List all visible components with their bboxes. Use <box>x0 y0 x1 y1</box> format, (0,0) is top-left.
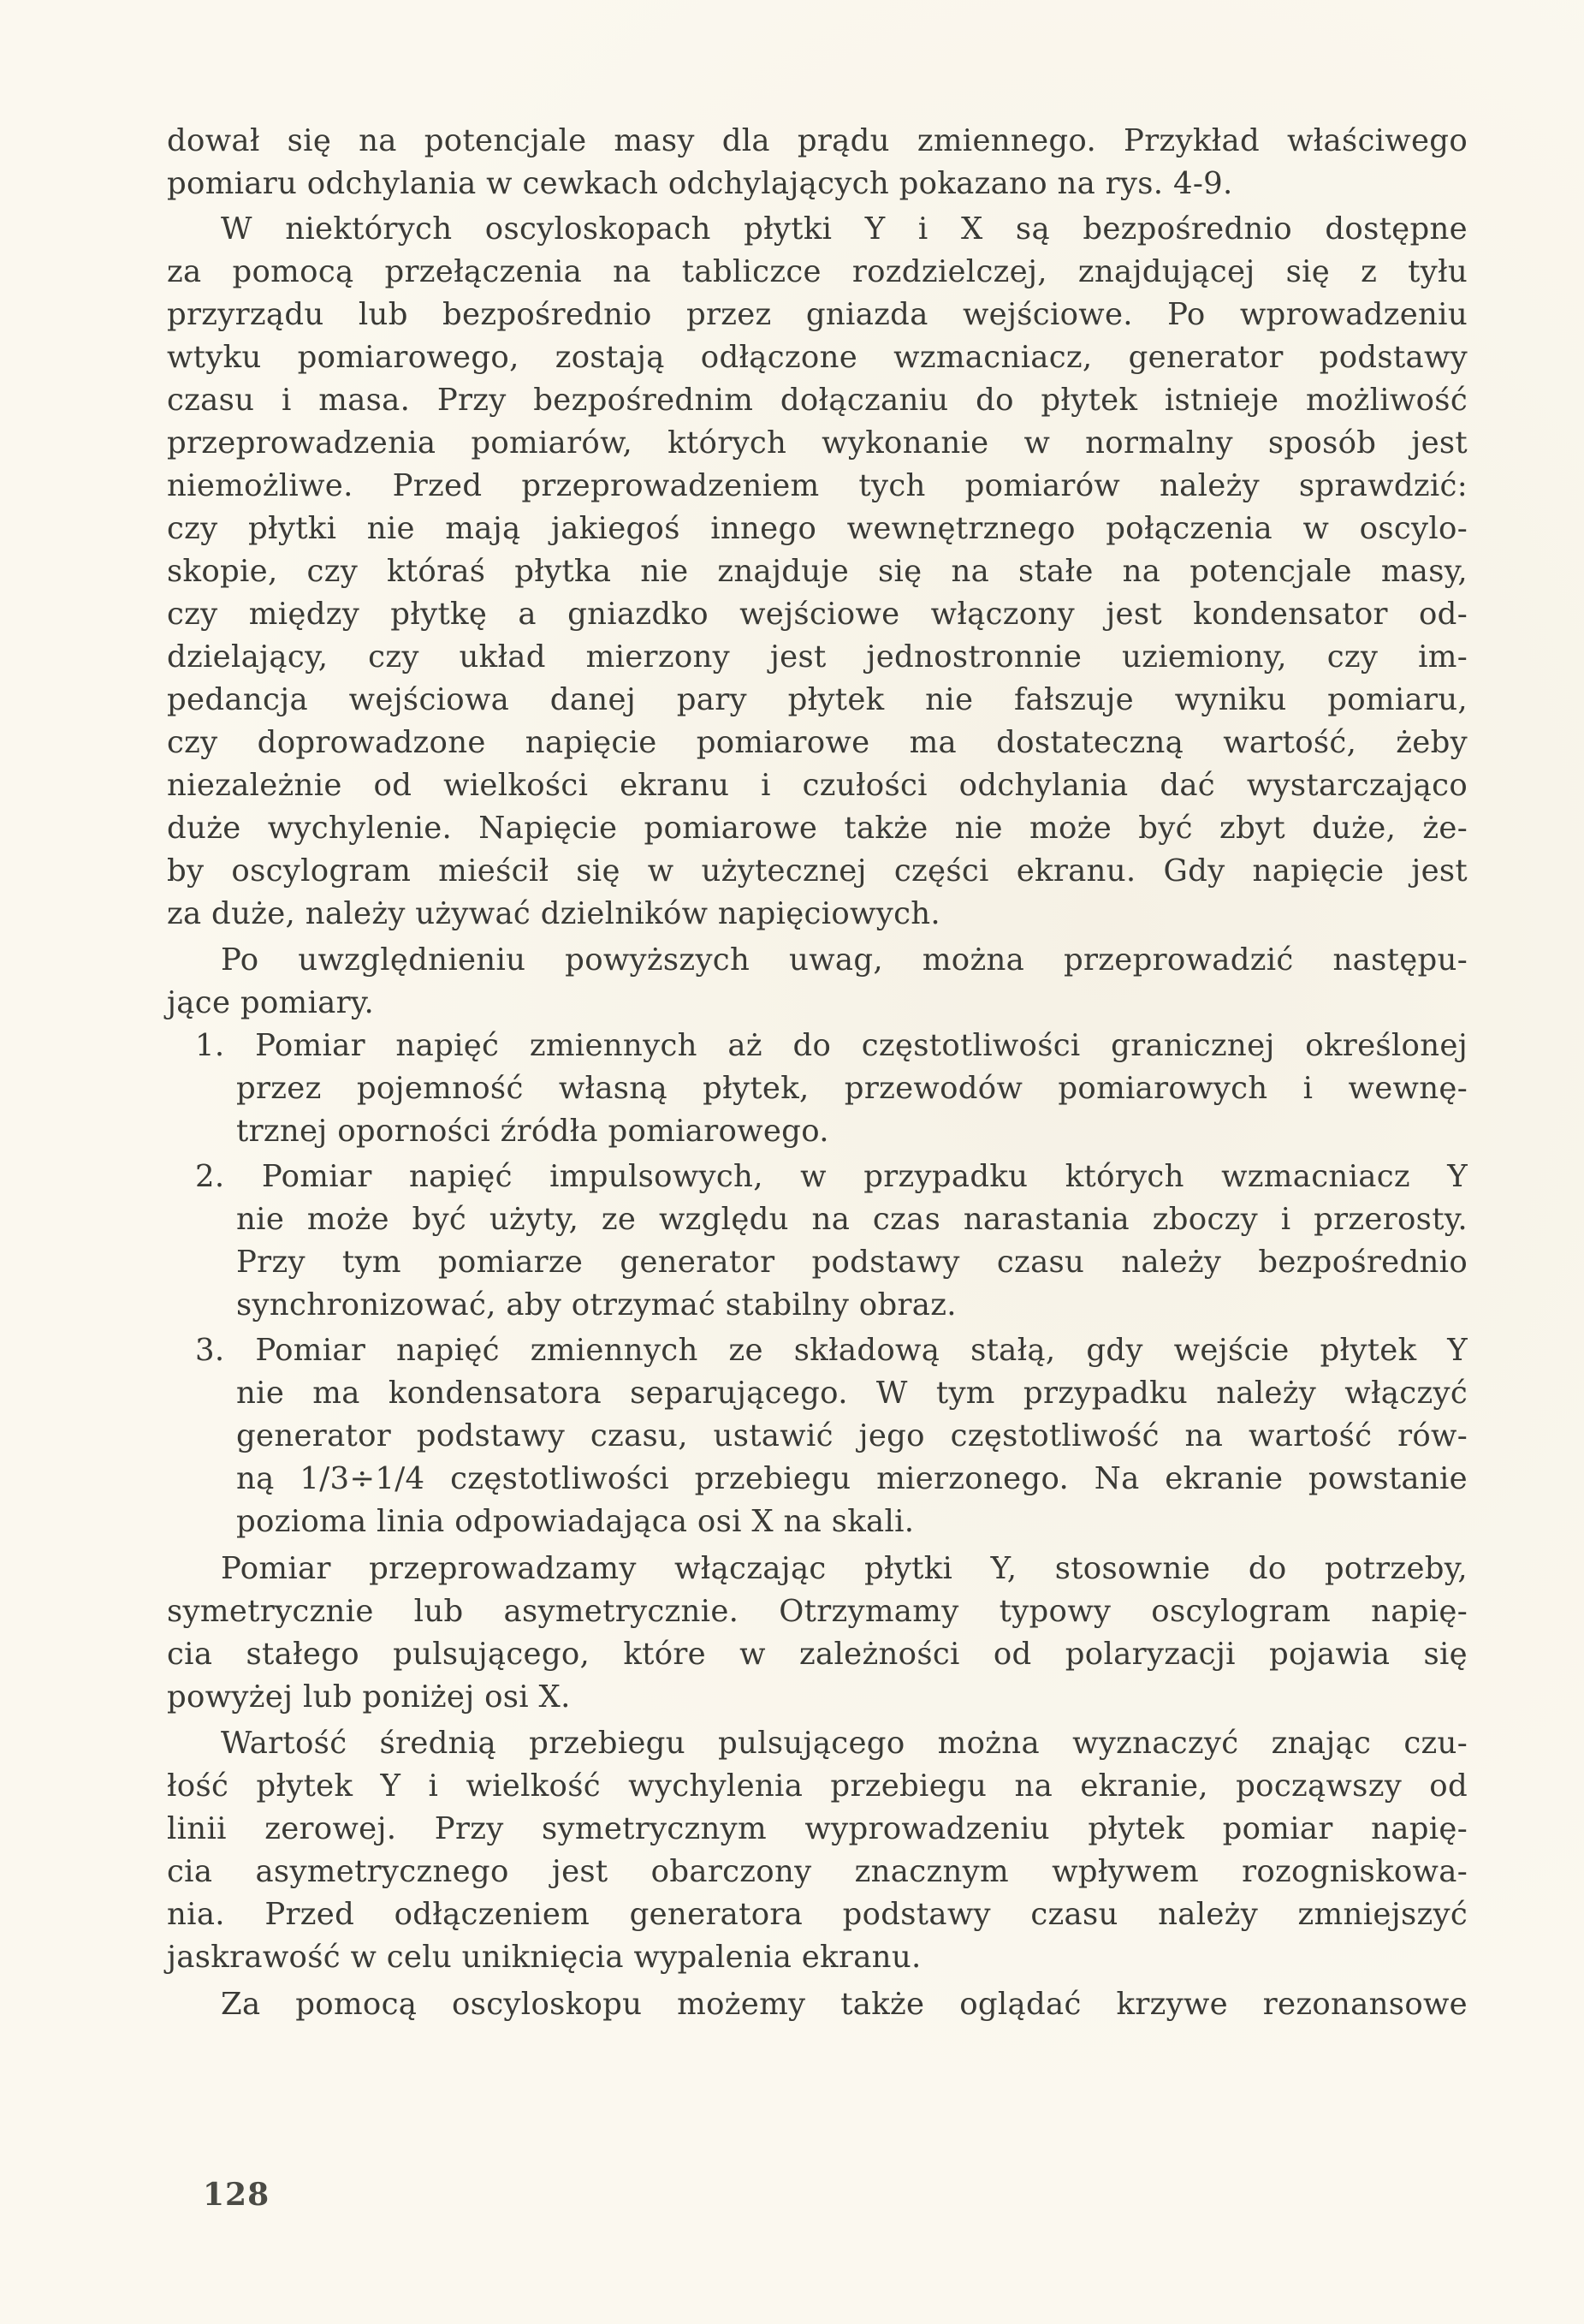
text-line: przeprowadzenia pomiarów, których wykonanie w normalny sposób jest <box>167 425 1468 461</box>
paragraph-start-line: Pomiar przeprowadzamy włączając płytki Y, stosownie do potrzeby, <box>221 1551 1468 1586</box>
text-line: łość płytek Y i wielkość wychylenia przebiegu na ekranie, począwszy od <box>167 1768 1468 1804</box>
text-line: czasu i masa. Przy bezpośrednim dołączaniu do płytek istnieje możliwość <box>167 383 1468 418</box>
text-line: linii zerowej. Przy symetrycznym wyprowadzeniu płytek pomiar napię- <box>167 1811 1468 1846</box>
text-line: symetrycznie lub asymetrycznie. Otrzymamy typowy oscylogram napię- <box>167 1594 1468 1629</box>
text-line: dował się na potencjale masy dla prądu zmiennego. Przykład właściwego <box>167 123 1468 158</box>
page-number: 128 <box>203 2177 270 2213</box>
list-item-2: 2. Pomiar napięć impulsowych, w przypadku których wzmacniacz Y <box>195 1159 1468 1194</box>
text-line: skopie, czy któraś płytka nie znajduje się na stałe na potencjale masy, <box>167 554 1468 589</box>
list-item-3-continuation: pozioma linia odpowiadająca osi X na skali. <box>236 1504 915 1539</box>
list-item-3: 3. Pomiar napięć zmiennych ze składową stałą, gdy wejście płytek Y <box>195 1333 1468 1368</box>
paragraph-start-line: Po uwzględnieniu powyższych uwag, można przeprowadzić następu- <box>221 942 1468 978</box>
list-item-2-continuation: synchronizować, aby otrzymać stabilny obraz. <box>236 1287 957 1322</box>
list-item-3-continuation: nie ma kondensatora separującego. W tym przypadku należy włączyć <box>236 1376 1468 1411</box>
text-line: czy doprowadzone napięcie pomiarowe ma dostateczną wartość, żeby <box>167 725 1468 760</box>
text-line: niemożliwe. Przed przeprowadzeniem tych pomiarów należy sprawdzić: <box>167 468 1468 503</box>
text-line: czy płytki nie mają jakiegoś innego wewnętrznego połączenia w oscylo- <box>167 511 1468 546</box>
list-item-1: 1. Pomiar napięć zmiennych aż do częstotliwości granicznej określonej <box>195 1028 1468 1063</box>
paragraph-start-line: Wartość średnią przebiegu pulsującego można wyznaczyć znając czu- <box>221 1726 1468 1761</box>
text-line: czy między płytkę a gniazdko wejściowe włączony jest kondensator od- <box>167 597 1468 632</box>
text-line: cia asymetrycznego jest obarczony znacznym wpływem rozogniskowa- <box>167 1854 1468 1889</box>
text-line: za duże, należy używać dzielników napięciowych. <box>167 896 941 931</box>
list-item-2-continuation: Przy tym pomiarze generator podstawy czasu należy bezpośrednio <box>236 1245 1468 1280</box>
text-line: cia stałego pulsującego, które w zależności od polaryzacji pojawia się <box>167 1637 1468 1672</box>
text-line: za pomocą przełączenia na tabliczce rozdzielczej, znajdującej się z tyłu <box>167 254 1468 289</box>
text-line: nia. Przed odłączeniem generatora podstawy czasu należy zmniejszyć <box>167 1897 1468 1932</box>
text-line: wtyku pomiarowego, zostają odłączone wzmacniacz, generator podstawy <box>167 340 1468 375</box>
list-item-1-continuation: przez pojemność własną płytek, przewodów pomiarowych i wewnę- <box>236 1071 1468 1106</box>
text-line: powyżej lub poniżej osi X. <box>167 1679 571 1715</box>
text-line: by oscylogram mieścił się w użytecznej części ekranu. Gdy napięcie jest <box>167 853 1468 889</box>
list-item-3-continuation: generator podstawy czasu, ustawić jego częstotliwość na wartość rów- <box>236 1418 1468 1453</box>
list-item-2-continuation: nie może być użyty, ze względu na czas narastania zboczy i przerosty. <box>236 1202 1468 1237</box>
text-line: pedancja wejściowa danej pary płytek nie fałszuje wyniku pomiaru, <box>167 682 1468 717</box>
text-line: jące pomiary. <box>167 985 375 1020</box>
list-item-3-continuation: ną 1/3÷1/4 częstotliwości przebiegu mierzonego. Na ekranie powstanie <box>236 1461 1468 1496</box>
text-line: przyrządu lub bezpośrednio przez gniazda wejściowe. Po wprowadzeniu <box>167 297 1468 332</box>
text-line: dzielający, czy układ mierzony jest jednostronnie uziemiony, czy im- <box>167 639 1468 675</box>
text-line: jaskrawość w celu uniknięcia wypalenia ekranu. <box>167 1940 922 1975</box>
text-line: pomiaru odchylania w cewkach odchylających pokazano na rys. 4-9. <box>167 166 1233 201</box>
list-item-1-continuation: trznej oporności źródła pomiarowego. <box>236 1114 829 1149</box>
paragraph-start-line: Za pomocą oscyloskopu możemy także oglądać krzywe rezonansowe <box>221 1987 1468 2022</box>
text-line: duże wychylenie. Napięcie pomiarowe także nie może być zbyt duże, że- <box>167 811 1468 846</box>
paragraph-start-line: W niektórych oscyloskopach płytki Y i X są bezpośrednio dostępne <box>221 211 1468 247</box>
text-line: niezależnie od wielkości ekranu i czułości odchylania dać wystarczająco <box>167 768 1468 803</box>
